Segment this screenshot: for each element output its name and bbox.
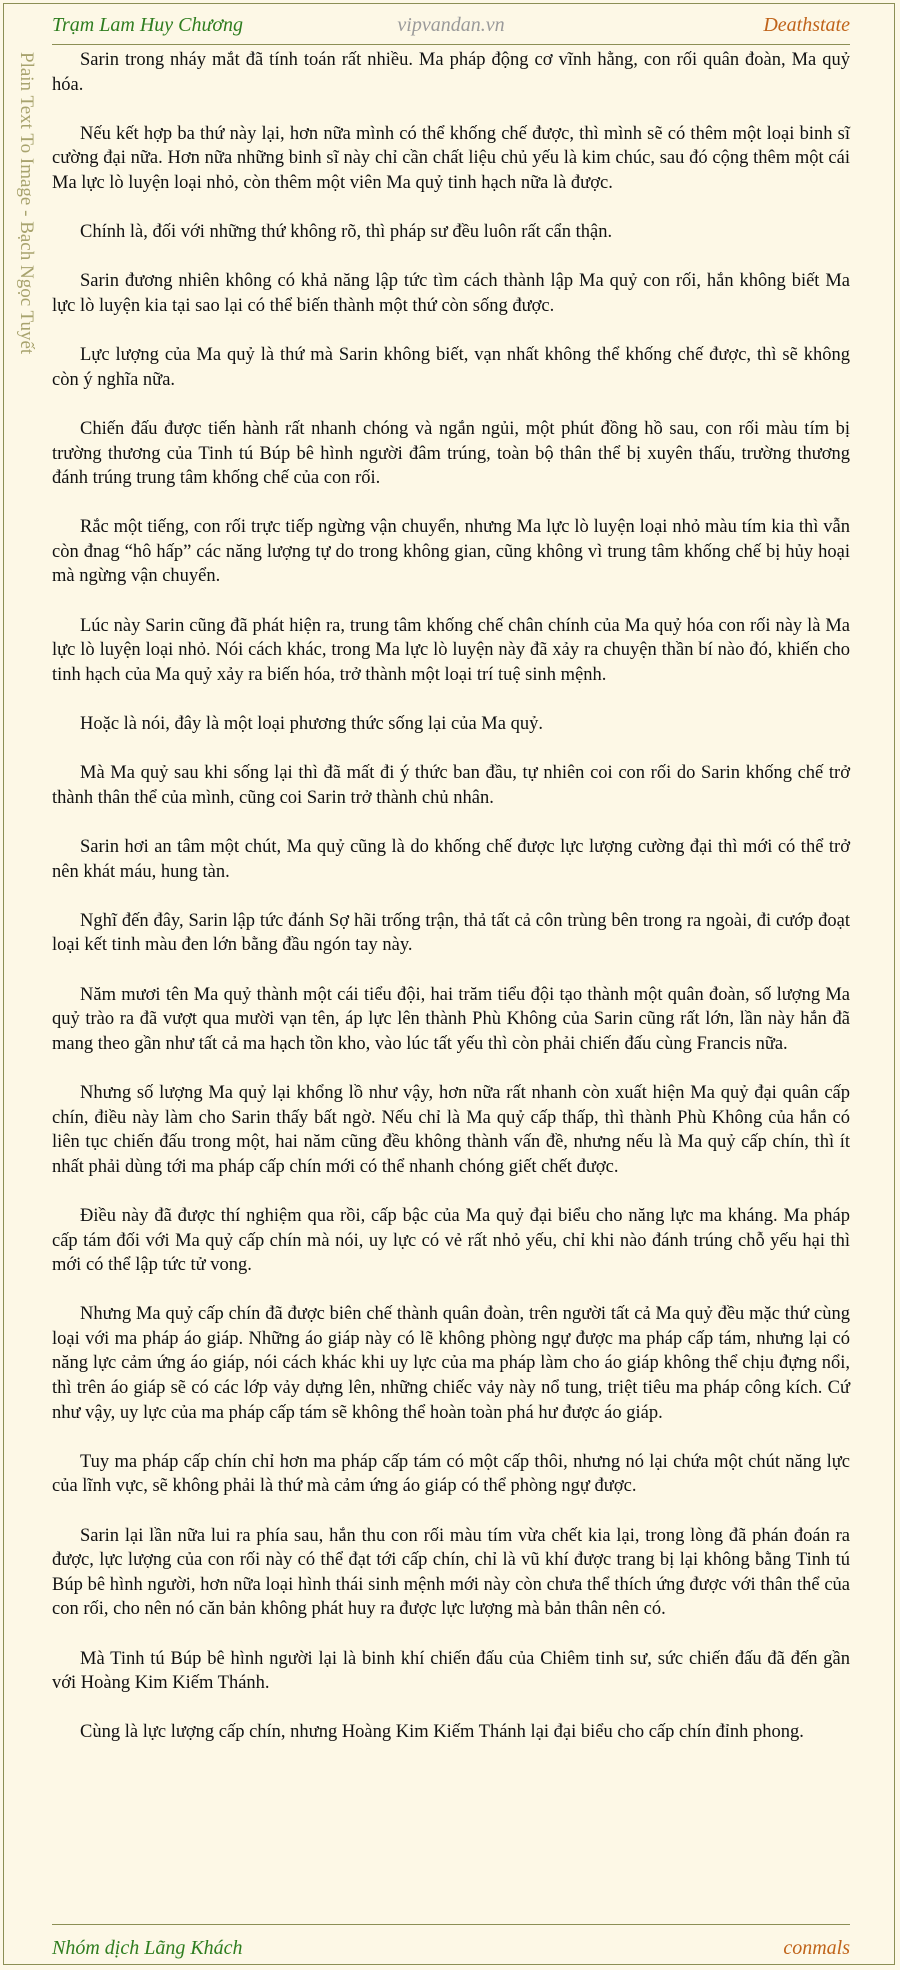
paragraph: Mà Ma quỷ sau khi sống lại thì đã mất đi ý thức ban đầu, tự nhiên coi con rối do Sarin khống chế trở thành thân thể của mình, cũng coi Sarin trở thành chủ nhân.: [52, 763, 850, 808]
paragraph: Lực lượng của Ma quỷ là thứ mà Sarin không biết, vạn nhất không thể khống chế được, thì sẽ không còn ý nghĩa nữa.: [52, 345, 850, 390]
paragraph: Sarin lại lần nữa lui ra phía sau, hắn thu con rối màu tím vừa chết kia lại, trong lòng đã phán đoán ra được, lực lượng của con rối này có thể đạt tới cấp chín, chỉ là vũ khí được trang bị lại không bằng Tinh tú Búp bê hình người, hơn nữa loại hình thái sinh mệnh mới này còn chưa thể thích ứng được với thân thể của con rối, cho nên nó căn bản không phát huy ra được lực lượng mà bản thân nên có.: [52, 1525, 850, 1620]
paragraph: Rắc một tiếng, con rối trực tiếp ngừng vận chuyển, nhưng Ma lực lò luyện loại nhỏ màu tím kia thì vẫn còn đnag “hô hấp” các năng lượng tự do trong không gian, cũng không vì trung tâm khống chế bị hủy hoại mà ngừng vận chuyển.: [52, 517, 850, 587]
paragraph: Điều này đã được thí nghiệm qua rồi, cấp bậc của Ma quỷ đại biểu cho năng lực ma kháng. Ma pháp cấp tám đối với Ma quỷ cấp chín mà nói, uy lực có vẻ rất nhỏ yếu, chỉ khi nào đánh trúng chỗ yếu hại thì mới có thể lập tức tử vong.: [52, 1205, 850, 1276]
page-footer: [52, 1924, 850, 1965]
paragraph: Sarin đương nhiên không có khả năng lập tức tìm cách thành lập Ma quỷ con rối, hắn không biết Ma lực lò luyện kia tại sao lại có thể biến thành một thứ còn sống được.: [52, 271, 850, 316]
header-translator: Trạm Lam Huy Chương: [52, 14, 244, 36]
paragraph: Sarin hơi an tâm một chút, Ma quỷ cũng là do khống chế được lực lượng cường đại thì mới có thể trở nên khát máu, hung tàn.: [52, 837, 850, 882]
header-site: vipvandan.vn: [397, 14, 505, 36]
paragraph: Mà Tinh tú Búp bê hình người lại là binh khí chiến đấu của Chiêm tinh sư, sức chiến đấu đã đến gần với Hoàng Kim Kiếm Thánh.: [52, 1648, 850, 1694]
paragraph: Cùng là lực lượng cấp chín, nhưng Hoàng Kim Kiếm Thánh lại đại biểu cho cấp chín đỉnh phong.: [80, 1722, 804, 1743]
paragraph: Tuy ma pháp cấp chín chỉ hơn ma pháp cấp tám có một cấp thôi, nhưng nó lại chứa một chút năng lực của lĩnh vực, sẽ không phải là thứ mà cảm ứng áo giáp có thể phòng ngự được.: [52, 1451, 850, 1497]
paragraph: Nếu kết hợp ba thứ này lại, hơn nữa mình có thể khống chế được, thì mình sẽ có thêm một loại binh sĩ cường đại nữa. Hơn nữa những binh sĩ này chỉ cần chất liệu chủ yếu là kim chúc, sau đó cộng thêm một cái Ma lực lò luyện loại nhỏ, còn thêm một viên Ma quỷ tinh hạch nữa là được.: [52, 123, 850, 193]
paragraph: Nhưng Ma quỷ cấp chín đã được biên chế thành quân đoàn, trên người tất cả Ma quỷ đều mặc thứ cùng loại với ma pháp áo giáp. Những áo giáp này có lẽ không phòng ngự được ma pháp cấp tám, nhưng lại có năng lực cảm ứng áo giáp, nói cách khác khi uy lực của ma pháp làm cho áo giáp không thể chịu đựng nổi, thì trên áo giáp sẽ có các lớp vảy dựng lên, những chiếc vảy này nổ tung, triệt tiêu ma pháp công kích. Cứ như vậy, uy lực của ma pháp cấp tám sẽ không thể hoàn toàn phá hư được áo giáp.: [52, 1304, 850, 1423]
footer-credit: conmals: [783, 1937, 850, 1959]
paragraph: Hoặc là nói, đây là một loại phương thức sống lại của Ma quỷ.: [80, 714, 543, 735]
page-header: [52, 8, 850, 45]
paragraph: Năm mươi tên Ma quỷ thành một cái tiểu đội, hai trăm tiểu đội tạo thành một quân đoàn, số lượng Ma quỷ trào ra đã vượt qua mười vạn tên, áp lực lên thành Phù Không của Sarin cũng rất lớn, lần này hắn đã mang theo gần như tất cả ma hạch tồn kho, vào lúc tất yếu thì còn phải chiến đấu cùng Francis nữa.: [52, 984, 850, 1054]
paragraph: Nghĩ đến đây, Sarin lập tức đánh Sợ hãi trống trận, thả tất cả côn trùng bên trong ra ngoài, đi cướp đoạt loại kết tinh màu đen lớn bằng đầu ngón tay này.: [52, 910, 850, 956]
paragraph: Chính là, đối với những thứ không rõ, thì pháp sư đều luôn rất cẩn thận.: [80, 222, 613, 243]
paragraph: Chiến đấu được tiến hành rất nhanh chóng và ngắn ngủi, một phút đồng hồ sau, con rối màu tím bị trường thương của Tinh tú Búp bê hình người đâm trúng, toàn bộ thân thể bị xuyên thấu, trường thương đánh trúng trung tâm khống chế của con rối.: [52, 418, 850, 489]
footer-group: Nhóm dịch Lãng Khách: [52, 1937, 243, 1959]
sidebar-text: Plain Text To Image - Bạch Ngọc Tuyết: [16, 52, 37, 355]
paragraph: Lúc này Sarin cũng đã phát hiện ra, trung tâm khống chế chân chính của Ma quỷ hóa con rối này là Ma lực lò luyện loại nhỏ. Nói cách khác, trong Ma lực lò luyện này đã xảy ra chuyện thần bí nào đó, khiến cho tinh hạch của Ma quỷ xảy ra biến hóa, trở thành một loại trí tuệ sinh mệnh.: [52, 615, 850, 685]
paragraph: Sarin trong nháy mắt đã tính toán rất nhiều. Ma pháp động cơ vĩnh hằng, con rối quân đoàn, Ma quỷ hóa.: [52, 50, 850, 95]
paragraph: Nhưng số lượng Ma quỷ lại khổng lồ như vậy, hơn nữa rất nhanh còn xuất hiện Ma quỷ đại quân cấp chín, điều này làm cho Sarin thấy bất ngờ. Nếu chỉ là Ma quỷ cấp thấp, thì thành Phù Không của hắn có liên tục chiến đấu trong một, hai năm cũng đều không thành vấn đề, nhưng nếu là Ma quỷ cấp chín, thì ít nhất phải dùng tới ma pháp cấp chín mới có thể nhanh chóng giết chết được.: [52, 1082, 850, 1177]
story-content: [52, 48, 850, 1770]
sidebar-watermark: [6, 52, 46, 392]
header-editor: Deathstate: [763, 14, 850, 36]
